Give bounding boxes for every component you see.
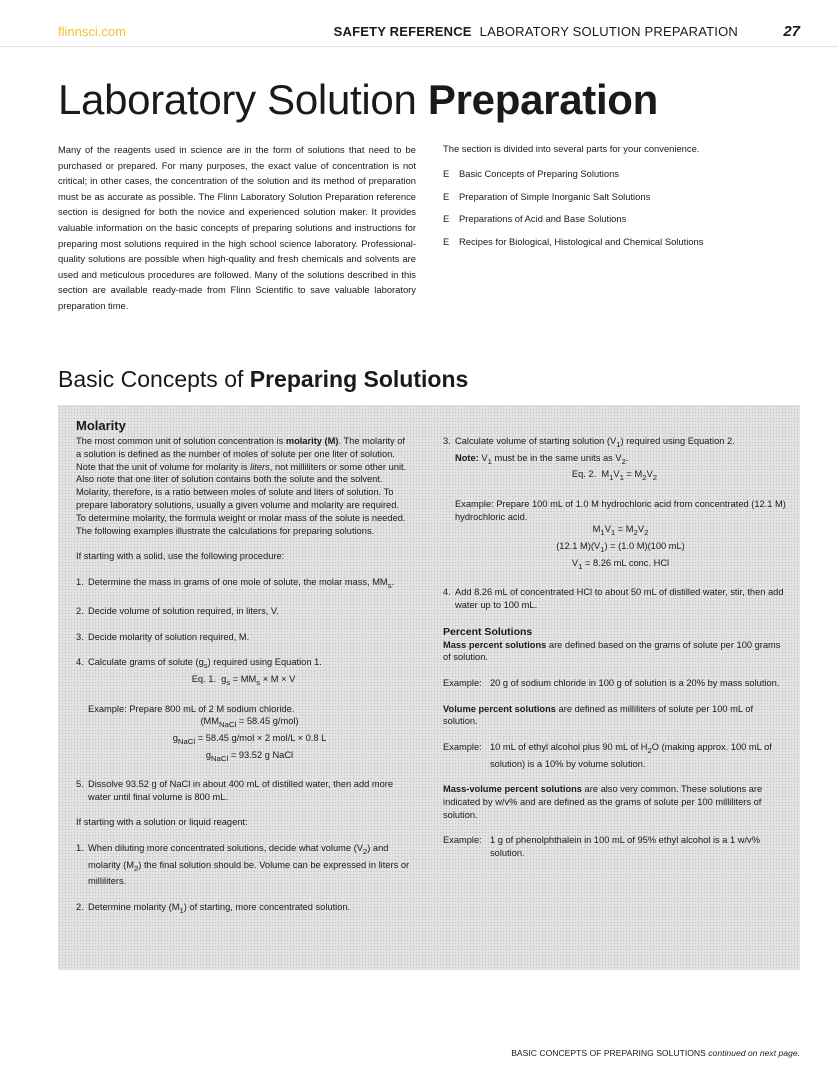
section-name: SAFETY REFERENCE: [333, 24, 472, 39]
bullet-glyph: E: [443, 235, 450, 247]
liquid-step-4: 4. Add 8.26 mL of concentrated HCl to about 50 mL of distilled water, stir, then add water up to 100 mL.: [443, 587, 784, 610]
hcl-example: [443, 498, 786, 574]
bullet-glyph: E: [443, 213, 450, 225]
intro-paragraph: Many of the reagents used in science are in the form of solutions that need to be purchased or prepared. For many purposes, the exact value of concentration is not critical; in other cases, the concentration of the solution and its method of preparation must be as accurate as possible. The Flinn Laboratory Solution Preparation reference section is designed for both the novice and experienced solution maker. It provides valuable information on the basic concepts of preparing solutions and instructions for preparing most solutions required in the high school science laboratory. Professional-quality solutions are possible when high-quality and fresh chemicals and solvents are used and meticulous procedures are followed. Many of the solutions described in this section are available ready-made from Flinn Scientific to save valuable laboratory preparation time.: [58, 144, 416, 311]
hcl-calculation: $M_1V_1 = M_2V_2$ (12.1 $M)(V_1) = (1.0$ M)(100 mL) $V_1 = 8.26$ mL conc. HCl: [556, 524, 685, 571]
mass-volume-percent-definition: Mass-volume percent solutions are also very common. These solutions are indicated by w/v% and are defined as the grams of solute per 100 milliliters of solution.: [443, 784, 763, 820]
nacl-example: [76, 703, 411, 766]
liquid-step-2: 2. Determine molarity $(M_1)$ of starting, more concentrated solution.: [76, 901, 351, 915]
continued-note: [511, 1048, 800, 1058]
page-number: 27: [783, 23, 800, 40]
contents-item-label: Basic Concepts of Preparing Solutions: [459, 168, 619, 179]
contents-item: [443, 235, 800, 248]
solid-step-1: 1. Determine the mass in grams of one mole of solute, the molar mass, $MM_s$.: [76, 576, 395, 590]
contents-item-label: Recipes for Biological, Histological and Chemical Solutions: [459, 235, 704, 247]
nacl-example-intro: Example: Prepare 800 mL of 2 M sodium chloride.: [88, 703, 295, 714]
liquid-intro: If starting with a solution or liquid reagent:: [76, 817, 248, 828]
subsection-name: LABORATORY SOLUTION PREPARATION: [479, 24, 738, 39]
contents-item-label: Preparations of Acid and Base Solutions: [459, 213, 627, 225]
section-title: [58, 366, 468, 393]
contents-item-label: Preparation of Simple Inorganic Salt Solutions: [459, 190, 651, 202]
contents-item: [443, 167, 800, 180]
percent-heading: Percent Solutions: [443, 625, 533, 638]
intro-contents: [443, 142, 800, 257]
title-bold: Preparation: [427, 76, 659, 123]
continued-note-text: continued on next page.: [705, 1048, 800, 1058]
header-divider: [0, 46, 838, 47]
equation-2: Eq. 2. $M_1V_1 = M_2V_2$: [571, 469, 658, 483]
contents-item: [443, 212, 800, 225]
volume-percent-definition: Volume percent solutions are defined as milliliters of solute per 100 mL of solution.: [443, 703, 754, 727]
contents-list: [443, 167, 800, 248]
mass-percent-example: Example: 20 g of sodium chloride in 100 g of solution is a 20% by mass solution.: [443, 677, 780, 688]
bullet-glyph: E: [443, 168, 450, 179]
molarity-definition: The most common unit of solution concentration is molarity (M). The molarity of a solution is defined as the number of moles of solute per one liter of solution. Note that the unit of volume for molarity is liters, not milliliters or some other unit. Also note that one liter of solution contains both the solute and the solvent. Molarity, therefore, is a ratio between moles of solute and liters of solution. To prepare laboratory solutions, usually a given volume and molarity are required. To determine molarity, the formula weight or molar mass of the solute is needed. The following examples illustrate the calculations for preparing solutions.: [76, 436, 407, 536]
page-header: [58, 24, 800, 44]
contents-intro: The section is divided into several parts for your convenience.: [443, 143, 700, 154]
solid-step-2: 2. Decide volume of solution required, in liters, V.: [76, 606, 279, 617]
title-regular: Laboratory Solution: [58, 76, 428, 123]
solid-step-4: 4. Calculate grams of solute $(g_s)$ required using Equation 1.: [76, 657, 322, 671]
liquid-step-1: 1. When diluting more concentrated solutions, decide what volume $(V_2)$ and molarity $(M_2)$ the final solution should be. Volume can be expressed in liters or milliliters.: [76, 843, 410, 887]
continued-note-section: BASIC CONCEPTS OF PREPARING SOLUTIONS: [511, 1048, 706, 1058]
solid-step-3: 3. Decide molarity of solution required, M.: [76, 631, 250, 642]
site-url[interactable]: flinnsci.com: [58, 24, 126, 39]
mass-volume-percent-example: Example: 1 g of phenolphthalein in 100 mL of 95% ethyl alcohol is a 1 w/v% solution.: [443, 835, 760, 859]
bullet-glyph: E: [443, 190, 450, 202]
hcl-example-intro: Example: Prepare 100 mL of 1.0 M hydrochloric acid from concentrated (12.1 M) hydrochloric acid.: [455, 498, 786, 522]
solid-step-5: 5. Dissolve 93.52 g of NaCl in about 400 mL of distilled water, then add more water until final volume is 800 mL.: [76, 779, 394, 802]
molarity-heading: Molarity: [76, 418, 126, 433]
contents-item: [443, 190, 800, 203]
liquid-step-3: 3. Calculate volume of starting solution $(V_1)$ required using Equation 2. Note: $V_1$ must be in the same units as $V_2$.: [443, 436, 735, 466]
left-column: [76, 417, 411, 930]
section-title-regular: Basic Concepts of: [58, 366, 250, 392]
right-column: [443, 435, 786, 873]
section-title-bold: Preparing Solutions: [249, 366, 469, 392]
mass-percent-definition: Mass percent solutions are defined based on the grams of solute per 100 grams of solution.: [443, 639, 781, 663]
equation-1: Eq. 1. $g_s = MM_s \times M \times V$: [191, 674, 296, 687]
volume-percent-example: Example: 10 mL of ethyl alcohol plus 90 mL of $H_2O$ (making approx. 100 mL of solution) is a 10% by volume solution.: [443, 741, 772, 769]
section-label: [334, 24, 738, 39]
page-title: [58, 76, 658, 124]
concepts-panel: [58, 405, 800, 970]
solid-intro: If starting with a solid, use the following procedure:: [76, 551, 285, 562]
nacl-calculation: ($MM_{NaCl} = 58.45$ g/mol) $g_{NaCl} = 58.45$ g/mol × 2 mol/L × 0.8 L $g_{NaCl} = 93.52$ g NaCl: [172, 716, 327, 763]
